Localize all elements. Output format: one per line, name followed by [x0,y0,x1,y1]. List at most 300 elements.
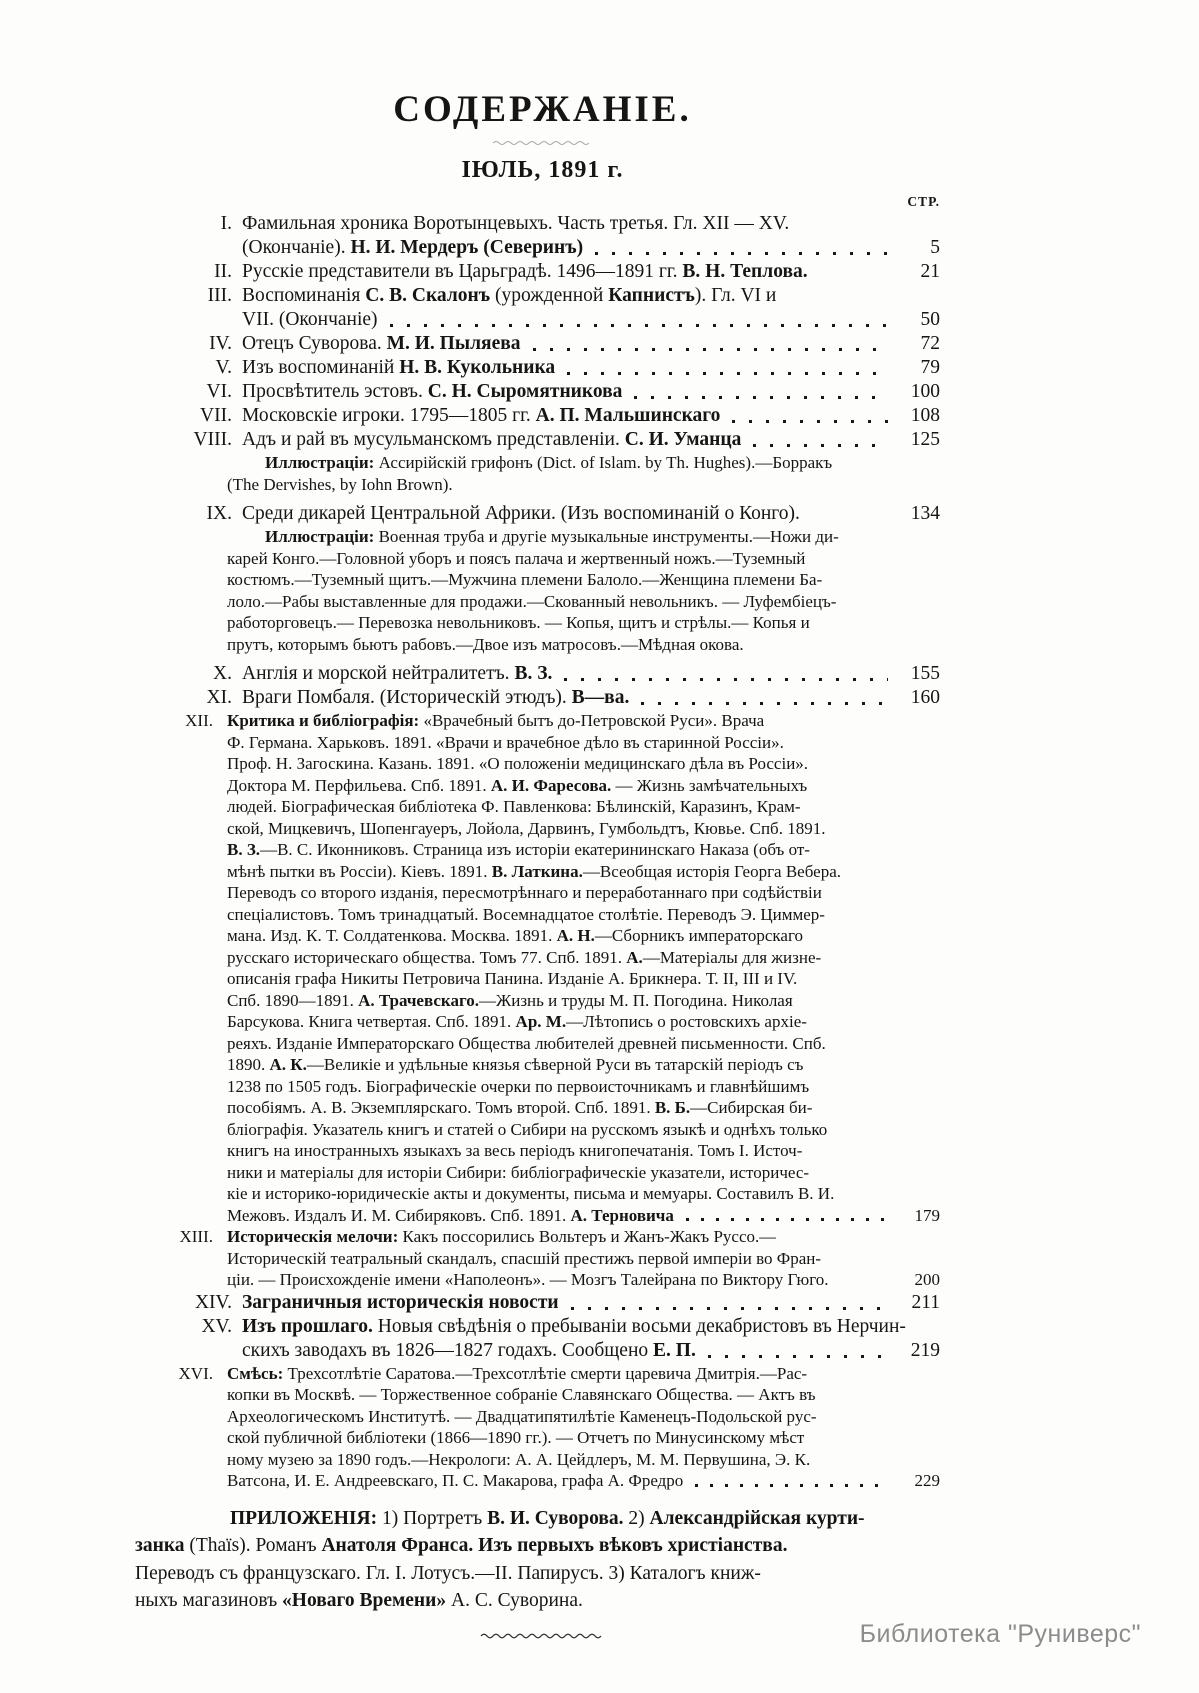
illustrations-note [145,526,940,655]
toc-item-lines [227,710,940,1226]
toc-line-text [227,882,822,904]
text-segment: (Thaïs). Романъ [184,1535,322,1556]
toc-line [227,569,940,591]
toc-line [227,1226,940,1248]
dot-leaders [634,396,888,399]
toc-page-number: 211 [911,1291,940,1313]
dot-leaders [732,420,888,423]
toc-line-text [242,502,800,526]
dot-leaders [533,348,888,351]
text-segment: 1238 по 1505 годъ. Біографическіе очерки по первоисточникамъ и главнѣйшимъ [227,1076,810,1096]
toc-line [227,1119,940,1141]
toc-item [145,428,940,452]
text-segment: мѣнѣ пытки въ Россіи). Кіевъ. 1891. [227,861,492,881]
text-segment: Изъ воспоминаній [242,357,400,378]
toc-item [145,686,940,710]
toc-line-text [227,1427,804,1449]
toc-item [145,284,940,332]
text-segment: —Сборникъ императорскаго [594,926,804,945]
toc-line-text [242,260,808,284]
appendix-line [135,1532,963,1560]
toc-line-text [227,732,784,754]
toc-item-number: X. [213,663,232,684]
text-segment: спеціалистовъ. Томъ тринадцатый. Восемнадцатое столѣтіе. Переводъ Э. Циммер- [227,904,825,924]
toc-line-text [227,925,803,947]
text-segment: VII. (Окончаніе) [242,309,378,330]
watermark: Библиотека "Руниверс" [859,1620,1141,1648]
toc-line-text [242,1315,906,1339]
toc-item-number: IV. [209,333,232,354]
text-segment: людей. Біографическая библіотека Ф. Павленкова: Бѣлинскій, Каразинъ, Крам- [227,797,801,816]
toc-item-lines [242,356,940,380]
toc-item-number: I. [220,213,232,234]
toc-line-text [242,380,622,404]
toc-line-text [227,1406,817,1428]
text-segment: —Матеріалы для жизне- [642,947,822,967]
text-segment: В. И. Суворова. [487,1507,624,1529]
toc-item-lines [227,452,940,495]
toc-line-text [227,548,805,570]
text-segment: Переводъ съ французскаго. Гл. I. Лотусъ.—II. Папирусъ. 3) Каталогъ книж- [135,1562,761,1584]
text-segment: костюмъ.—Туземный щитъ.—Мужчина племени Балоло.—Женщина племени Ба- [227,570,823,589]
toc-line [227,548,940,570]
toc-item-lines [242,1291,940,1315]
text-segment: Просвѣтитель эстовъ. [242,381,428,402]
toc-page-number: 50 [920,309,940,330]
toc-line [227,990,940,1012]
issue-subtitle: ІЮЛЬ, 1891 г. [461,157,624,183]
toc-page-number: 108 [910,405,940,426]
text-segment: А. П. Мальшинскаго [535,405,721,426]
dot-leaders [641,702,888,705]
text-segment: карей Конго.—Головной уборъ и поясъ палача и жертвенный ножъ.—Туземный [227,548,806,568]
toc-line [242,236,940,260]
toc-page-number: 134 [910,503,940,524]
text-segment: ской, Мицкевичъ, Шопенгауеръ, Лойола, Дарвинъ, Гумбольдтъ, Кювье. Спб. 1891. [227,818,826,838]
text-segment: скихъ заводахъ въ 1826—1827 годахъ. Сообщено [242,1339,654,1361]
text-segment: А. Н. [556,926,595,945]
text-segment: С. И. Уманца [624,429,742,450]
toc-line [227,612,940,634]
appendix-line [135,1560,963,1588]
toc-item-number: XIV. [194,1291,232,1313]
text-segment: Какъ поссорились Вольтеръ и Жанъ-Жакъ Руссо.— [398,1227,777,1246]
appendix-paragraph [135,1505,963,1615]
text-segment: Англія и морской нейтралитетъ. [242,663,515,684]
toc-page-number: 125 [910,429,940,450]
toc-line [242,284,940,308]
text-segment: Капнистъ [608,285,695,306]
toc-line-text [242,356,555,380]
toc-line [227,796,940,818]
toc-item-number: XII. [185,711,213,730]
toc-item-lines [242,428,940,452]
text-segment: Отецъ Суворова. [242,333,387,354]
dot-leaders [564,678,888,681]
text-segment: ники и матеріалы для исторіи Сибири: библіографическіе указатели, историчес- [227,1162,810,1182]
text-segment: ціи. — Происхожденіе имени «Наполеонъ». — Мозгъ Талейрана по Виктору Гюго. [227,1270,829,1289]
toc-line-text [227,839,810,861]
text-segment: копки въ Москвѣ. — Торжественное собраніе Славянскаго Общества. — Актъ въ [227,1385,816,1404]
text-segment: Межовъ. Издалъ И. М. Сибиряковъ. Спб. 1891. [227,1205,571,1225]
toc-line [242,380,940,404]
dot-leaders [571,1307,888,1310]
toc-line-text [227,1033,826,1055]
toc-line [242,502,940,526]
text-segment: пособіямъ. А. В. Экземплярскаго. Томъ второй. Спб. 1891. [227,1098,655,1117]
toc-page-number: 155 [910,663,940,684]
text-segment: Археологическомъ Институтѣ. — Двадцатипятилѣтіе Каменецъ-Подольской рус- [227,1406,817,1426]
text-segment: Анатоля Франса. [321,1535,474,1556]
toc-page-number: 200 [914,1270,940,1289]
toc-item-number: II. [214,261,232,282]
text-segment: ныхъ магазиновъ [135,1590,283,1611]
toc-line [227,1406,940,1428]
dot-leaders [686,1218,888,1221]
toc-line [227,710,940,732]
toc-line [227,882,940,904]
text-segment: — Жизнь замѣчательныхъ [611,775,808,795]
text-segment: А. Терновича [570,1205,674,1225]
text-segment: Н. И. Мердеръ (Северинъ) [350,237,584,258]
toc-line [242,260,940,284]
toc-item-number: III. [207,285,232,306]
toc-page-number: 79 [920,357,940,378]
dot-leaders [595,252,888,255]
toc-line-text [227,612,810,634]
text-segment: —В. С. Иконниковъ. Страница изъ исторіи екатерининскаго Наказа (объ от- [260,840,810,859]
text-segment: —Всеобщая исторія Георга Вебера. [582,861,841,881]
toc-line [227,452,940,474]
toc-line-text [227,710,764,732]
text-segment: Переводъ со второго изданія, пересмотрѣннаго и переработаннаго при содѣйствіи [227,883,822,902]
dot-leaders [708,1355,888,1358]
text-segment: Адъ и рай въ мусульманскомъ представленіи. [242,429,625,450]
toc-line [227,1033,940,1055]
toc-item-lines [242,332,940,356]
toc-item-number: XVI. [178,1363,213,1383]
text-segment: Русскіе представители въ Царьградѣ. 1496—1891 гг. [242,261,683,282]
toc-page-number: 219 [910,1339,940,1361]
text-segment: кіе и историко-юридическіе акты и документы, письма и мемуары. Составилъ В. И. [227,1184,835,1203]
page-title: СОДЕРЖАНІЕ. [393,89,692,130]
toc-line-text [242,308,378,332]
toc-line [227,474,940,496]
text-segment: ской публичной библіотеки (1866—1890 гг.). — Отчетъ по Минусинскому мѣст [227,1428,805,1447]
toc-line-text [227,861,841,883]
toc-line [242,686,940,710]
toc-line [227,732,940,754]
toc-line-text [227,796,801,818]
toc-line-text [227,1119,827,1141]
toc-line-text [227,1363,807,1385]
toc-line [242,1291,940,1315]
toc-item-lines [242,662,940,686]
toc-line [242,1315,940,1339]
text-segment: —Великіе и удѣльные князья сѣверной Руси въ татарскій періодъ съ [306,1055,804,1074]
toc-line [227,925,940,947]
toc-page-number: 5 [930,237,940,258]
toc-line-text [242,212,789,236]
toc-line [242,662,940,686]
text-segment: Н. В. Кукольника [399,357,556,378]
toc-item [145,1226,940,1291]
toc-line-text [227,591,836,613]
appendix-line [135,1587,963,1615]
page-column-label: СТР. [907,194,940,209]
toc-item-lines [242,502,940,526]
text-segment: Изъ прошлаго. [242,1315,373,1337]
toc-line-text [227,474,453,496]
text-segment: А. [626,947,643,967]
text-segment: Иллюстраціи: [265,453,375,472]
text-segment: лоло.—Рабы выставленные для продажи.—Скованный невольникъ. — Луфембіецъ- [227,591,837,611]
text-segment: Военная труба и другіе музыкальные инструменты.—Ножи ди- [374,527,839,546]
toc-line-text [227,526,839,548]
text-segment: занка [135,1535,185,1556]
text-segment: А. К. [269,1055,307,1074]
toc-line [227,1183,940,1205]
text-segment: С. Н. Сыромятникова [427,381,623,402]
text-segment: Ватсона, И. Е. Андреевскаго, П. С. Макарова, графа А. Фредро [227,1471,684,1490]
toc-item [145,356,940,380]
text-segment: А. С. Суворина. [446,1590,583,1611]
text-segment: А. И. Фаресова. [490,775,612,795]
toc-page-number: 160 [910,687,940,708]
text-segment: Изъ первыхъ вѣковъ христіанства. [478,1535,788,1556]
toc-item-lines [242,380,940,404]
text-segment: Новыя свѣдѣнія о пребываніи восьми декабристовъ въ Нерчин- [372,1315,906,1337]
text-segment: Московскіе игроки. 1795—1805 гг. [242,405,536,426]
text-segment: прутъ, которымъ бьютъ рабовъ.—Двое изъ матросовъ.—Мѣдная окова. [227,634,744,654]
toc-line [227,1269,940,1291]
toc-item-number: XI. [206,687,232,708]
text-segment: —Лѣтопись о ростовскихъ архіе- [566,1012,807,1031]
toc-line-text [227,968,797,990]
toc-line-text [242,1291,559,1315]
text-segment: «Врачебный бытъ до-Петровской Руси». Врача [419,711,765,730]
text-segment: ). Гл. VI и [694,285,777,306]
toc-line-text [227,775,807,797]
toc-line [227,1162,940,1184]
text-segment: (урожденной [490,285,609,306]
text-segment: В. Б. [654,1098,691,1117]
text-segment: Смѣсь: [227,1363,284,1383]
text-segment: Фамильная хроника Воротынцевыхъ. Часть третья. Гл. XII — XV. [242,213,790,234]
text-segment: Спб. 1890—1891. [227,990,359,1010]
toc-item [145,662,940,686]
text-segment: бліографія. Указатель книгъ и статей о Сибири на русскомъ языкѣ и однѣхъ только [227,1119,828,1139]
text-segment: русскаго историческаго общества. Томъ 77. Спб. 1891. [227,947,627,967]
toc-line [227,818,940,840]
toc-page-number: 100 [910,381,940,402]
toc-item-lines [242,284,940,332]
toc-line [227,1076,940,1098]
illustrations-note [145,452,940,495]
toc-line [242,404,940,428]
toc-line [227,1054,940,1076]
toc-item [145,1363,940,1492]
toc-line [242,1339,940,1363]
appendix-line [135,1505,963,1533]
toc-line [227,1140,940,1162]
toc-line [227,591,940,613]
toc-item-number: XIII. [179,1227,213,1246]
text-segment: Трехсотлѣтіе Саратова.—Трехсотлѣтіе смерти царевича Дмитрія.—Рас- [283,1363,808,1383]
table-of-contents [145,212,940,1492]
toc-line-text [227,990,793,1012]
toc-item-lines [242,1315,940,1363]
text-segment: 2) [623,1507,650,1529]
toc-line-text [242,284,776,308]
toc-page-number: 229 [914,1471,940,1490]
text-segment: Ар. М. [515,1012,567,1031]
toc-item [145,260,940,284]
dot-leaders [390,324,888,327]
toc-line-text [227,1226,776,1248]
toc-line-text [242,428,741,452]
toc-page-number: 179 [914,1205,940,1225]
toc-line-text [227,1449,810,1471]
text-segment: В—ва. [571,687,630,708]
toc-item [145,404,940,428]
text-segment: Ассирійскій грифонъ (Dict. of Islam. by Th. Hughes).—Борракъ [374,453,833,472]
dot-leaders [753,444,888,447]
toc-item [145,1315,940,1363]
toc-line-text [227,947,821,969]
toc-item-number: VI. [206,381,232,402]
toc-line [227,1363,940,1385]
toc-line-text [227,634,744,656]
toc-line-text [227,1097,812,1119]
text-segment: «Новаго Времени» [282,1590,447,1611]
dot-leaders [695,1484,888,1487]
toc-line-text [227,904,825,926]
toc-line-text [242,236,583,260]
toc-line [227,1097,940,1119]
text-segment: Проф. Н. Загоскина. Казань. 1891. «О положеніи медицинскаго дѣла въ Россіи». [227,754,809,773]
toc-line [227,1427,940,1449]
text-segment: —Сибирская би- [690,1098,813,1117]
toc-line [227,1449,940,1471]
toc-item-number: IX. [206,503,232,524]
toc-line [227,1384,940,1406]
text-segment: Барсукова. Книга четвертая. Спб. 1891. [227,1012,516,1031]
toc-line [242,308,940,332]
toc-line-text [227,1470,683,1492]
toc-line-text [242,404,720,428]
toc-item-number: V. [215,357,232,378]
toc-line-text [227,1011,807,1033]
toc-line [242,356,940,380]
text-segment: Иллюстраціи: [265,527,375,546]
toc-line [227,1205,940,1227]
text-segment: Ф. Германа. Харьковъ. 1891. «Врачи и врачебное дѣло въ старинной Россіи». [227,732,784,752]
text-segment: А. Трачевскаго. [358,990,479,1010]
text-segment: мана. Изд. К. Т. Солдатенкова. Москва. 1891. [227,926,557,945]
toc-line-text [227,1162,809,1184]
text-segment: реяхъ. Изданіе Императорскаго Общества любителей древней письменности. Спб. [227,1033,826,1053]
toc-item-lines [242,404,940,428]
toc-item-lines [242,686,940,710]
text-segment: описанія графа Никиты Петровича Панина. Изданіе А. Брикнера. Т. II, III и IV. [227,969,798,988]
toc-line [227,839,940,861]
toc-page-number: 21 [920,261,940,282]
toc-line-text [227,1076,809,1098]
text-segment: Историческій театральный скандалъ, спасшій престижъ первой имперіи во Фран- [227,1248,822,1268]
toc-line-text [227,753,808,775]
text-segment: В. З. [227,840,261,859]
toc-line-text [227,1248,821,1270]
toc-line-text [242,662,552,686]
toc-item-lines [242,212,940,260]
text-segment: ПРИЛОЖЕНІЯ: [230,1507,378,1529]
text-segment: 1) Портретъ [377,1507,488,1529]
text-segment: работорговецъ.— Перевозка невольниковъ. — Копья, щитъ и стрѣлы.— Копья и [227,613,810,632]
toc-line [227,947,940,969]
toc-item-number: VIII. [193,429,232,450]
toc-item-number: XV. [201,1315,232,1337]
text-segment: Александрійская курти- [649,1507,865,1529]
dot-leaders [567,372,888,375]
text-segment: Заграничныя историческія новости [242,1291,559,1313]
text-segment: Воспоминанія [242,285,366,306]
toc-line [227,904,940,926]
toc-line [227,1011,940,1033]
toc-item-lines [227,1363,940,1492]
text-segment: В. Н. Теплова. [682,261,808,282]
toc-line [227,1470,940,1492]
toc-line-text [227,1140,802,1162]
toc-line-text [227,452,832,474]
text-segment: Историческія мелочи: [227,1227,399,1246]
text-segment: ному музею за 1890 годъ.—Некрологи: А. А. Цейдлеръ, М. М. Первушина, Э. К. [227,1449,811,1469]
toc-line [227,753,940,775]
toc-item-number: VII. [200,405,232,426]
toc-line-text [227,569,822,591]
squiggle-divider-bottom [479,1631,607,1641]
toc-item [145,212,940,260]
text-segment: Враги Помбаля. (Историческій этюдъ). [242,687,572,708]
toc-item-lines [227,1226,940,1291]
toc-line [227,968,940,990]
toc-line [242,428,940,452]
text-segment: (The Dervishes, by Iohn Brown). [227,474,453,494]
toc-line-text [242,332,521,356]
toc-line [227,634,940,656]
toc-line [227,1248,940,1270]
toc-line-text [227,1269,829,1291]
toc-line [227,526,940,548]
text-segment: М. И. Пыляева [386,333,521,354]
toc-page-number: 72 [920,333,940,354]
text-segment: Критика и библіографія: [227,711,420,730]
toc-item-lines [227,526,940,655]
squiggle-divider-top [491,139,595,147]
toc-line-text [227,1205,674,1227]
toc-line-text [242,686,629,710]
text-segment: Е. П. [653,1339,696,1361]
toc-item [145,380,940,404]
toc-line-text [227,1054,803,1076]
toc-line-text [227,1384,815,1406]
toc-line-text [242,1339,696,1363]
toc-line [227,861,940,883]
toc-item [145,502,940,526]
text-segment: —Жизнь и труды М. П. Погодина. Николая [479,990,793,1010]
text-segment: Доктора М. Перфильева. Спб. 1891. [227,775,491,795]
toc-line-text [227,1183,834,1205]
